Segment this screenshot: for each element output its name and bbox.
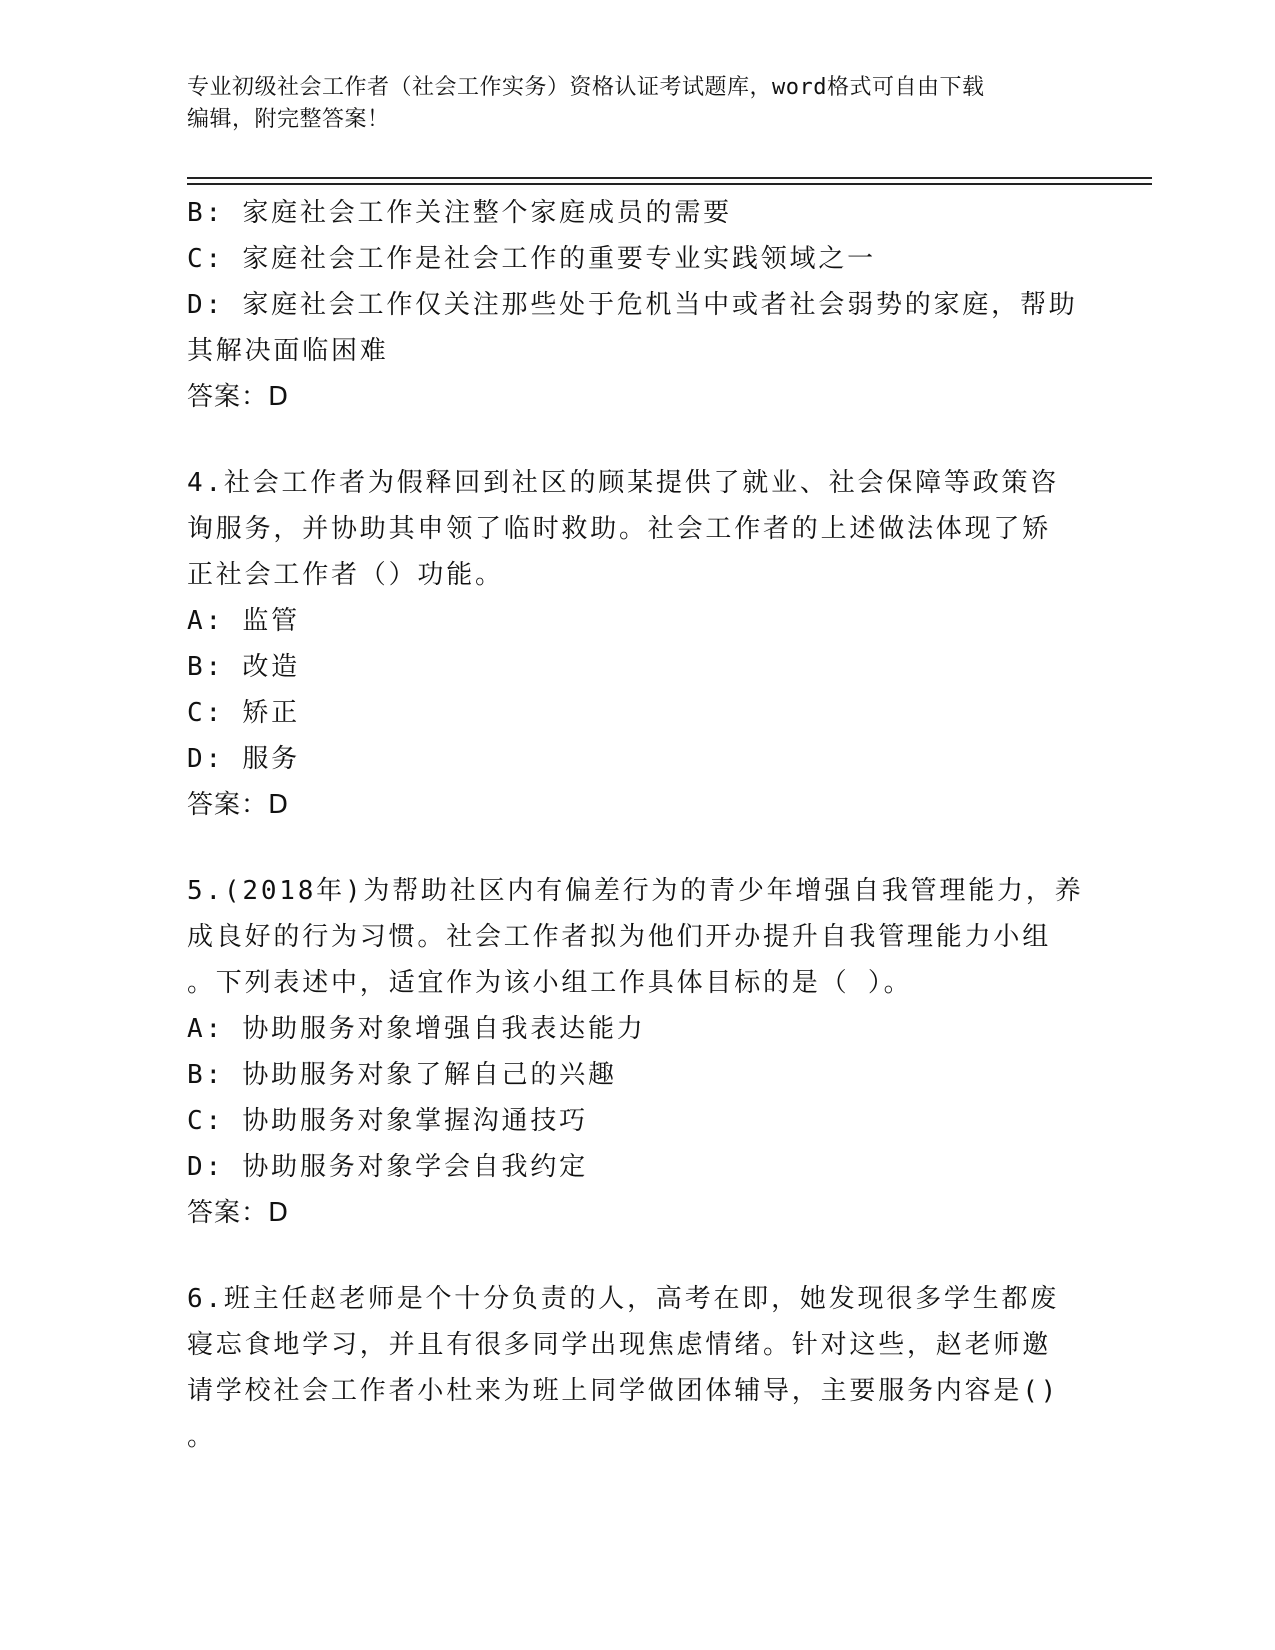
q5-option-a: A: 协助服务对象增强自我表达能力	[187, 1014, 646, 1044]
q5-option-c: C: 协助服务对象掌握沟通技巧	[187, 1106, 588, 1136]
question-4	[187, 460, 1087, 828]
q4-stem-line: 4.社会工作者为假释回到社区的顾某提供了就业、社会保障等政策咨	[187, 468, 1060, 498]
q3-option-d: D: 家庭社会工作仅关注那些处于危机当中或者社会弱势的家庭，帮助	[187, 290, 1078, 320]
header-divider-bottom	[187, 183, 1152, 185]
q5-answer: 答案：D	[187, 1198, 290, 1228]
q5-option-d: D: 协助服务对象学会自我约定	[187, 1152, 588, 1182]
question-6	[187, 1276, 1087, 1460]
q4-option-b: B: 改造	[187, 652, 300, 682]
q3-option-c: C: 家庭社会工作是社会工作的重要专业实践领域之一	[187, 244, 876, 274]
q6-stem-line: 。	[187, 1422, 216, 1452]
q4-option-a: A: 监管	[187, 606, 300, 636]
page-header	[187, 72, 1067, 136]
header-line-1: 专业初级社会工作者（社会工作实务）资格认证考试题库，word格式可自由下载	[187, 75, 985, 100]
q6-stem-line: 寝忘食地学习，并且有很多同学出现焦虑情绪。针对这些，赵老师邀	[187, 1330, 1052, 1360]
q5-stem-line: 。下列表述中，适宜作为该小组工作具体目标的是（ ）。	[187, 968, 913, 998]
q5-stem-line: 5.(2018年)为帮助社区内有偏差行为的青少年增强自我管理能力，养	[187, 876, 1084, 906]
q3-option-b: B: 家庭社会工作关注整个家庭成员的需要	[187, 198, 732, 228]
header-divider-top	[187, 177, 1152, 179]
question-3-continued	[187, 190, 1087, 420]
question-5	[187, 868, 1087, 1236]
q5-stem-line: 成良好的行为习惯。社会工作者拟为他们开办提升自我管理能力小组	[187, 922, 1052, 952]
q3-option-d-continuation: 其解决面临困难	[187, 336, 389, 366]
q6-stem-line: 6.班主任赵老师是个十分负责的人，高考在即，她发现很多学生都废	[187, 1284, 1060, 1314]
q3-answer: 答案：D	[187, 382, 290, 412]
document-body	[187, 190, 1087, 1460]
q5-option-b: B: 协助服务对象了解自己的兴趣	[187, 1060, 617, 1090]
q4-answer: 答案：D	[187, 790, 290, 820]
header-line-2: 编辑，附完整答案！	[187, 107, 390, 132]
q4-stem-line: 询服务，并协助其申领了临时救助。社会工作者的上述做法体现了矫	[187, 514, 1052, 544]
q4-option-c: C: 矫正	[187, 698, 300, 728]
q4-stem-line: 正社会工作者（）功能。	[187, 560, 504, 590]
q4-option-d: D: 服务	[187, 744, 300, 774]
q6-stem-line: 请学校社会工作者小杜来为班上同学做团体辅导，主要服务内容是()	[187, 1376, 1060, 1406]
